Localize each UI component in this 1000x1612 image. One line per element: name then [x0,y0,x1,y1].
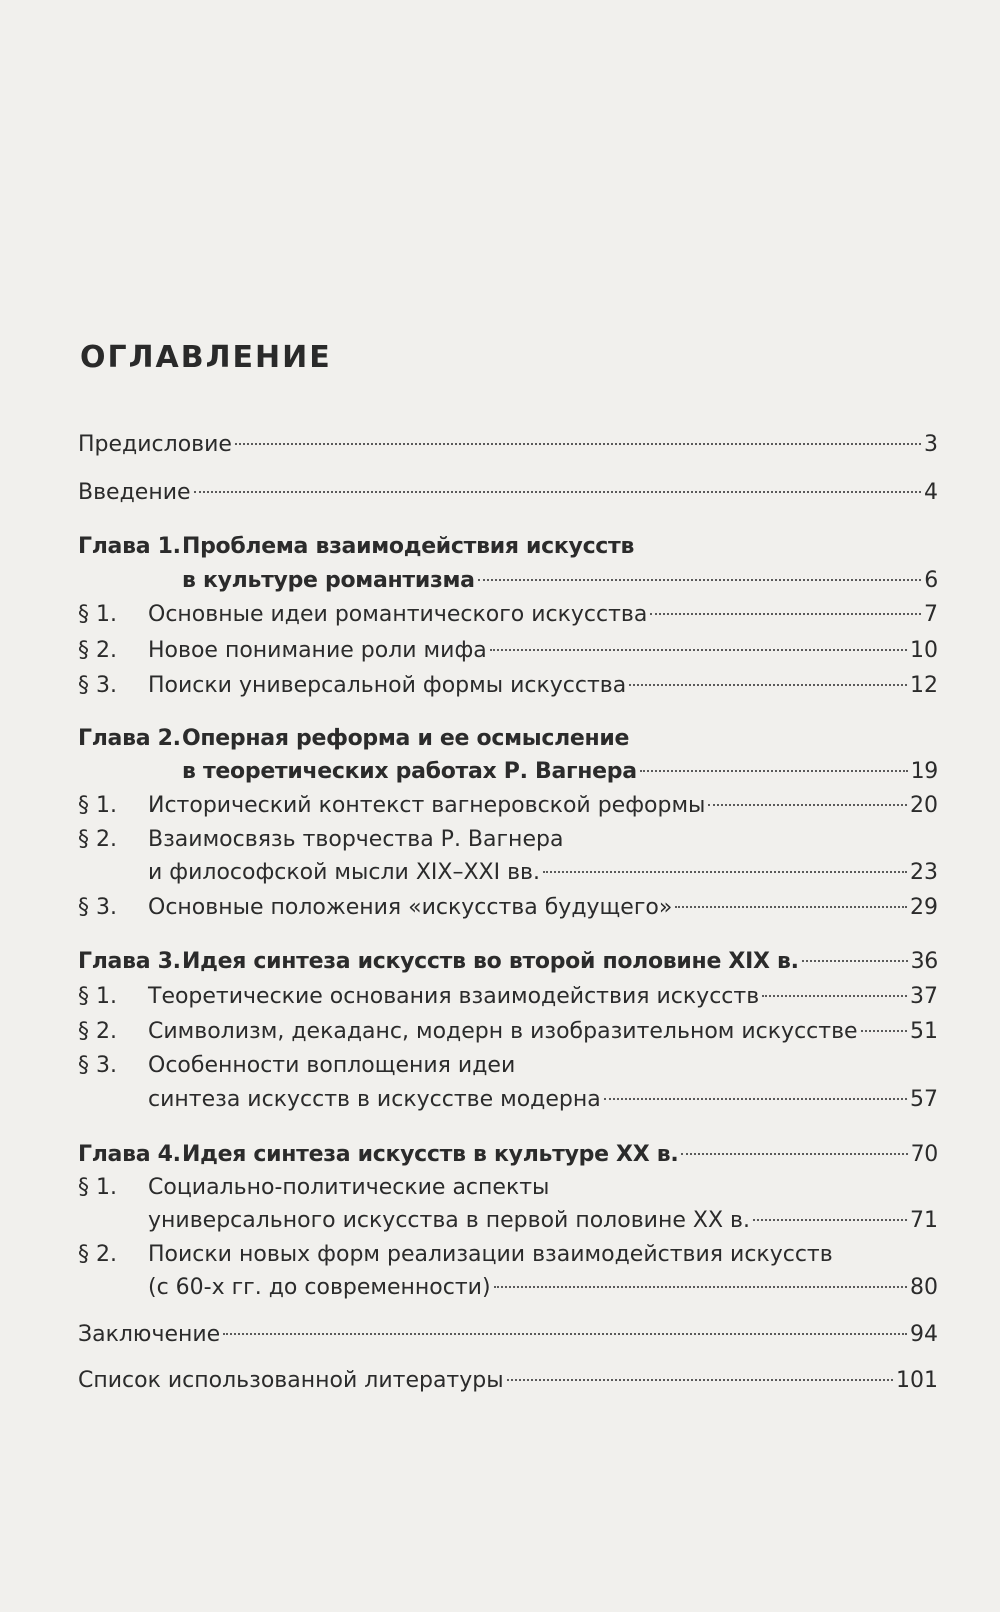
toc-entry-section[interactable] [148,1085,938,1115]
toc-entry-section[interactable] [148,1206,938,1236]
page-number: 29 [910,895,938,920]
entry-label: Новое понимание роли мифа [148,638,487,663]
section-number: § 3. [78,673,117,698]
section-number: § 3. [78,895,117,920]
section-number: § 2. [78,1242,117,1267]
toc-entry-section[interactable] [148,671,938,701]
leader-dots [802,960,908,962]
leader-dots [640,770,908,772]
page-number: 51 [910,1019,938,1044]
leader-dots [753,1219,907,1221]
entry-label: Заключение [78,1322,221,1347]
toc-entry-chapter-1[interactable] [182,566,938,596]
page-number: 80 [910,1275,938,1300]
leader-dots [494,1286,907,1288]
section-number: § 1. [78,1175,117,1200]
section-number: § 1. [78,984,117,1009]
toc-entry-section[interactable] [148,636,938,666]
entry-label: в культуре романтизма [182,568,475,593]
page-number: 71 [910,1208,938,1233]
leader-dots [490,649,907,651]
leader-dots [629,684,907,686]
page-number: 101 [896,1368,938,1393]
chapter-title-part: Проблема взаимодействия искусств [182,534,635,559]
leader-dots [223,1333,907,1335]
chapter-number: Глава 1. [78,534,181,559]
section-title-part: Особенности воплощения идеи [148,1053,516,1078]
entry-label: и философской мысли XIX–XXI вв. [148,860,541,885]
leader-dots [478,579,922,581]
page-number: 94 [910,1322,938,1347]
toc-entry-chapter-4[interactable] [182,1140,938,1170]
section-title-part: Социально-политические аспекты [148,1175,550,1200]
leader-dots [675,906,907,908]
section-title-line [148,1051,938,1081]
toc-entry-introduction[interactable] [78,478,938,508]
page-number: 3 [924,432,938,457]
entry-label: Идея синтеза искусств в культуре XX в. [182,1142,679,1167]
leader-dots [543,871,907,873]
section-title-line [148,1173,938,1203]
entry-label: Список использованной литературы [78,1368,504,1393]
toc-entry-chapter-2[interactable] [182,757,938,787]
chapter-number: Глава 2. [78,726,181,751]
chapter-title-line [182,724,938,754]
leader-dots [861,1030,907,1032]
section-title-part: Взаимосвязь творчества Р. Вагнера [148,827,564,852]
entry-label: универсального искусства в первой половине XX в. [148,1208,750,1233]
entry-label: в теоретических работах Р. Вагнера [182,759,637,784]
leader-dots [194,491,921,493]
page-number: 23 [910,860,938,885]
toc-entry-section[interactable] [148,1017,938,1047]
section-number: § 1. [78,602,117,627]
toc-entry-section[interactable] [148,858,938,888]
page-number: 20 [910,793,938,818]
leader-dots [650,613,921,615]
section-number: § 1. [78,793,117,818]
section-title-line [148,1240,938,1270]
leader-dots [762,995,907,997]
toc-entry-preface[interactable] [78,430,938,460]
page-number: 36 [910,949,938,974]
toc-entry-chapter-3[interactable] [182,947,938,977]
section-number: § 3. [78,1053,117,1078]
entry-label: синтеза искусств в искусстве модерна [148,1087,601,1112]
leader-dots [604,1098,907,1100]
chapter-number: Глава 3. [78,949,181,974]
chapter-title-part: Оперная реформа и ее осмысление [182,726,630,751]
toc-entry-section[interactable] [148,791,938,821]
entry-label: (с 60-х гг. до современности) [148,1275,491,1300]
section-number: § 2. [78,1019,117,1044]
leader-dots [235,443,921,445]
entry-label: Предисловие [78,432,232,457]
toc-entry-section[interactable] [148,982,938,1012]
section-number: § 2. [78,827,117,852]
chapter-number: Глава 4. [78,1142,181,1167]
page-number: 6 [924,568,938,593]
page-number: 19 [910,759,938,784]
leader-dots [681,1153,907,1155]
entry-label: Введение [78,480,191,505]
toc-entry-conclusion[interactable] [78,1320,938,1350]
page-number: 10 [910,638,938,663]
entry-label: Основные идеи романтического искусства [148,602,648,627]
leader-dots [708,804,907,806]
entry-label: Символизм, декаданс, модерн в изобразительном искусстве [148,1019,858,1044]
toc-entry-section[interactable] [148,600,938,630]
section-title-part: Поиски новых форм реализации взаимодействия искусств [148,1242,833,1267]
entry-label: Теоретические основания взаимодействия искусств [148,984,760,1009]
entry-label: Исторический контекст вагнеровской реформы [148,793,706,818]
leader-dots [507,1379,893,1381]
toc-entry-bibliography[interactable] [78,1366,938,1396]
page-number: 4 [924,480,938,505]
page-number: 12 [910,673,938,698]
page-number: 57 [910,1087,938,1112]
page-title: ОГЛАВЛЕНИЕ [80,340,332,375]
toc-entry-section[interactable] [148,1273,938,1303]
page-number: 7 [924,602,938,627]
chapter-title-line [182,532,938,562]
page-number: 37 [910,984,938,1009]
entry-label: Идея синтеза искусств во второй половине XIX в. [182,949,799,974]
toc-entry-section[interactable] [148,893,938,923]
entry-label: Основные положения «искусства будущего» [148,895,673,920]
entry-label: Поиски универсальной формы искусства [148,673,627,698]
page-number: 70 [910,1142,938,1167]
section-number: § 2. [78,638,117,663]
section-title-line [148,825,938,855]
